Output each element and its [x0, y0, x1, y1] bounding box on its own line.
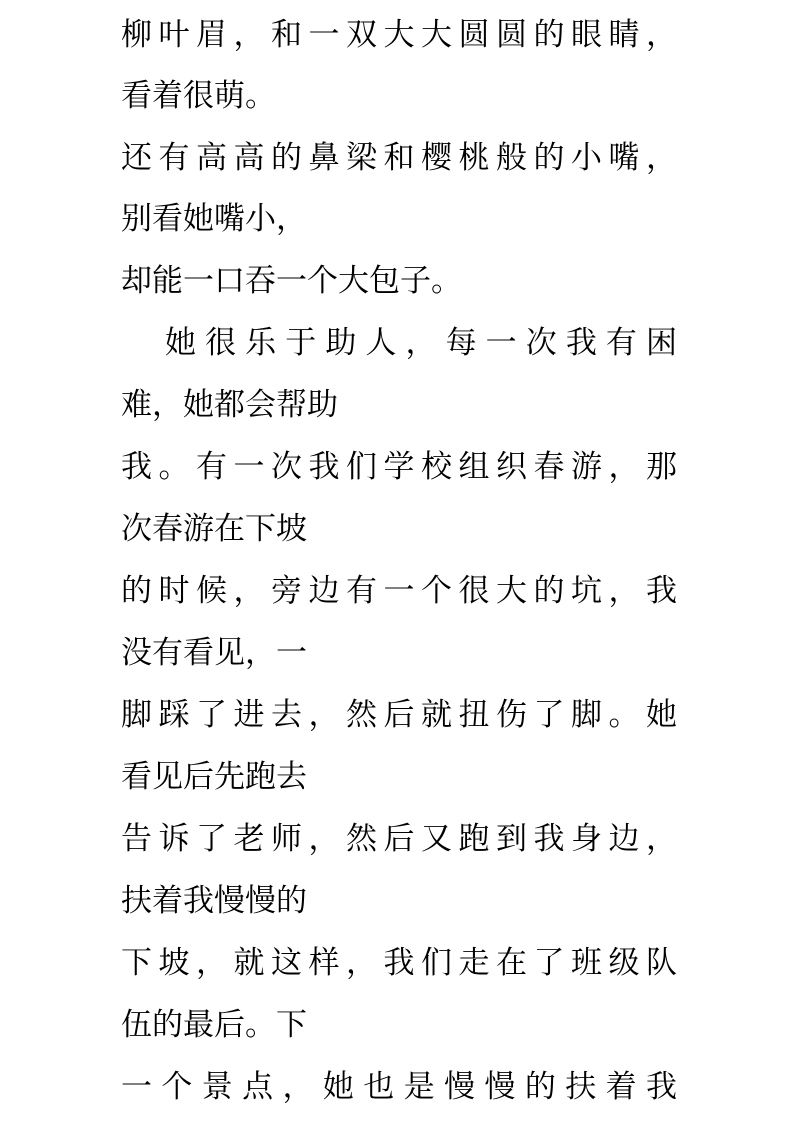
text-line-14: 告诉了老师，然后又跑到我身边，	[121, 821, 677, 857]
text-line-4: 别看她嘴小，	[121, 201, 307, 237]
text-line-2: 看着很萌。	[121, 78, 276, 114]
text-line-13: 看见后先跑去	[121, 759, 307, 795]
text-line-18: 一个景点，她也是慢慢的扶着我	[121, 1069, 677, 1105]
text-line-11: 没有看见，一	[121, 635, 307, 671]
text-line-12: 脚踩了进去，然后就扭伤了脚。她	[121, 697, 677, 733]
text-line-16: 下坡，就这样，我们走在了班级队	[121, 945, 677, 981]
text-line-10: 的时候，旁边有一个很大的坑，我	[121, 573, 677, 609]
text-line-7: 难，她都会帮助	[121, 387, 338, 423]
text-line-9: 次春游在下坡	[121, 511, 307, 547]
text-line-15: 扶着我慢慢的	[121, 883, 307, 919]
text-line-1: 柳叶眉，和一双大大圆圆的眼睛，	[121, 17, 677, 53]
text-line-8: 我。有一次我们学校组织春游，那	[121, 449, 677, 485]
text-line-6: 她很乐于助人，每一次我有困	[165, 325, 677, 361]
text-line-3: 还有高高的鼻梁和樱桃般的小嘴，	[121, 140, 677, 176]
text-line-17: 伍的最后。下	[121, 1007, 307, 1043]
text-line-5: 却能一口吞一个大包子。	[121, 263, 462, 299]
